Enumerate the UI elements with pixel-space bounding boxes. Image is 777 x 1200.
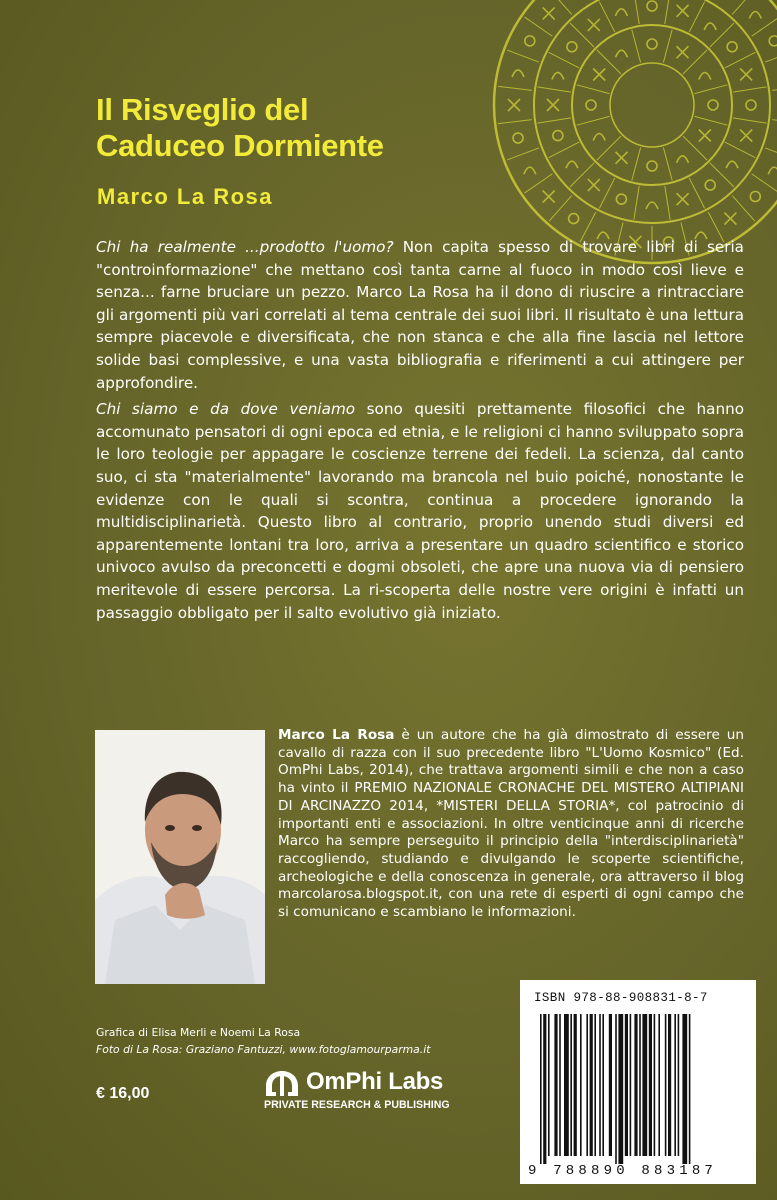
omphi-logo-icon [262, 1068, 302, 1100]
description-question-2: Chi siamo e da dove veniamo [96, 400, 356, 419]
description-question-1: Chi ha realmente ...prodotto l'uomo? [96, 238, 394, 256]
credits [96, 1024, 430, 1058]
author-bio [278, 727, 744, 922]
description-text-1: Non capita spesso di trovare libri di seria "controinformazione" che mettano così tanta carne al fuoco in modo così lieve e senza... farne bruciare un pezzo. Marco La Rosa ha il dono di riuscire a rintracciare gli argomenti più vari correlati al tema centrale dei suoi libri. Il risultato è una lettura sempre piacevole e diversificata, che non stanca e che alla fine lascia nel lettore solide basi complessive, e una vasta bibliografia e riferimenti a cui attingere per approfondire. [96, 238, 744, 392]
price: € 16,00 [96, 1085, 150, 1102]
phaistos-disc-illustration [487, 0, 777, 270]
graphics-credit: Grafica di Elisa Merli e Noemi La Rosa [96, 1026, 301, 1039]
author-photo [95, 730, 265, 984]
photo-credit: Foto di La Rosa: Graziano Fantuzzi, www.fotoglamourparma.it [96, 1043, 431, 1056]
description-paragraph-2 [96, 398, 744, 624]
publisher-tagline: PRIVATE RESEARCH & PUBLISHING [264, 1099, 450, 1111]
isbn-label: ISBN 978-88-908831-8-7 [534, 991, 708, 1005]
book-title [96, 92, 384, 164]
description-paragraph-1 [96, 236, 744, 394]
author-name: Marco La Rosa [97, 184, 273, 209]
bio-text: è un autore che ha già dimostrato di essere un cavallo di razza con il suo precedente libro "L'Uomo Kosmico" (Ed. OmPhi Labs, 2014), che trattava argomenti simili e che non a caso ha vinto il PREMIO NAZIONALE CRONACHE DEL MISTERO ALTIPIANI DI ARCINAZZO 2014, *MISTERI DELLA STORIA*, col patrocinio di importanti enti e associazioni. In oltre venticinque anni di ricerche Marco ha sempre perseguito il principio della "interdisciplinarietà" raccogliendo, studiando e divulgando le scoperte scientifiche, archeologiche e della conoscenza in generale, ora attraverso il blog marcolarosa.blogspot.it, con una rete di esperti di ogni campo che si comunicano e scambiano le informazioni. [278, 727, 744, 921]
title-line-2: Caduceo Dormiente [96, 128, 384, 163]
description [96, 236, 744, 628]
author-portrait-illustration [95, 730, 265, 984]
barcode-digits: 9 788890 883187 [528, 1163, 718, 1179]
barcode-bars [540, 1014, 740, 1164]
author-bio-paragraph [278, 727, 744, 922]
bio-author-name: Marco La Rosa [278, 727, 395, 743]
title-line-1: Il Risveglio del [96, 92, 309, 127]
publisher-logo [262, 1066, 482, 1114]
description-text-2: sono quesiti prettamente filosofici che hanno accomunato pensatori di ogni epoca ed etnia, e le religioni ci hanno sviluppato sopra le loro teologie per appagare le coscienze terrene dei fedeli. La scienza, dal canto suo, ci sta "materialmente" lavorando ma brancola nel buio poiché, nonostante le evidenze con le quali si scontra, continua a procedere ignorando la multidisciplinarietà. Questo libro al contrario, proprio unendo studi diversi ed apparentemente lontani tra loro, arriva a presentare un quadro scientifico e storico univoco avulso da preconcetti e dogmi obsoleti, che apre una nuova via di pensiero meritevole di essere percorsa. La ri-scoperta delle nostre vere origini è infatti un passaggio obbligato per il salto evolutivo già iniziato. [96, 400, 744, 622]
publisher-name: OmPhi Labs [306, 1068, 444, 1095]
barcode-box [520, 980, 756, 1184]
